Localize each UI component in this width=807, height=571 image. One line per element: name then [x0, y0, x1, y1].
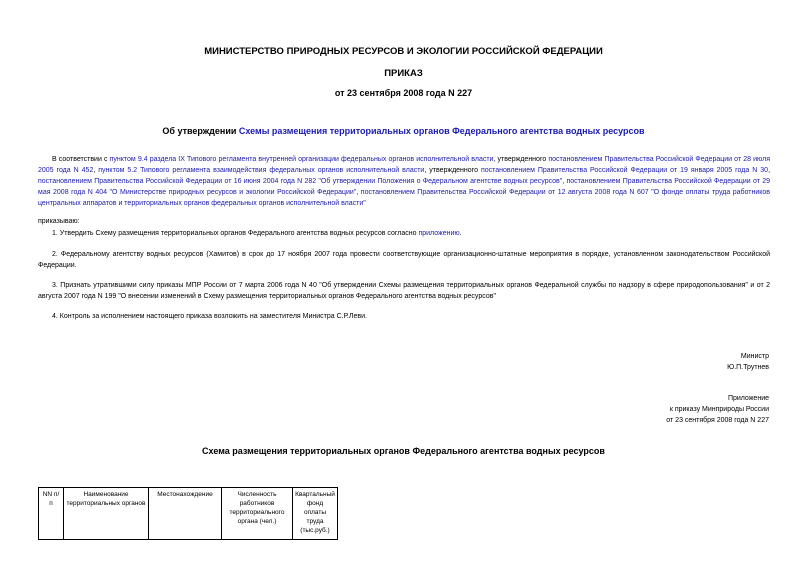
ministry-heading: МИНИСТЕРСТВО ПРИРОДНЫХ РЕСУРСОВ И ЭКОЛОГИИ РОССИЙСКОЙ ФЕДЕРАЦИИ: [204, 46, 603, 57]
order-item-2: 2. Федеральному агентству водных ресурсов (Хамитов) в срок до 17 ноября 2007 года провести соответствующие организационно-штатные мероприятия в порядке, установленном законодательством Российской Федерации.: [38, 251, 770, 269]
signature-name: Ю.П.Трутнев: [727, 364, 769, 371]
doc-date-number: от 23 сентября 2008 года N 227: [334, 88, 473, 98]
signature-block: [727, 351, 769, 373]
scheme-table: [38, 487, 338, 540]
col-header-staff: Численность работников территориального органа (чел.): [222, 488, 293, 540]
col-header-location: Местонахождение: [149, 488, 222, 540]
appendix-label: Приложение: [727, 395, 769, 402]
order-title-prefix: Об утверждении: [162, 126, 239, 136]
reglament-5-2-link[interactable]: пунктом 5.2 Типового регламента взаимодействия федеральных органов исполнительной власти: [98, 167, 425, 174]
item1-text: 1. Утвердить Схему размещения территориальных органов Федерального агентства водных ресурсов согласно: [52, 230, 419, 237]
col-header-number: NN п/п: [39, 488, 64, 540]
intro-text-4: , утвержденного: [424, 167, 481, 174]
intro-text-1: В соответствии с: [52, 156, 110, 163]
appendix-line-2: к приказу Минприроды России: [669, 406, 769, 413]
order-title: [0, 126, 807, 136]
appendix-block: [666, 393, 769, 426]
order-word: приказываю:: [38, 218, 80, 225]
signature-position: Министр: [740, 353, 769, 360]
appendix-line-3: от 23 сентября 2008 года N 227: [666, 417, 769, 424]
resolution-282-link[interactable]: постановлением Правительства Российской Федерации от 16 июня 2004 года N 282 "Об утверждении Положения о Федеральном агентстве водных ресурсов": [38, 178, 563, 185]
order-item-4: 4. Контроль за исполнением настоящего приказа возложить на заместителя Министра С.Р.Леви.: [52, 313, 367, 320]
item1-end: .: [459, 230, 462, 237]
doc-type-heading: ПРИКАЗ: [384, 68, 423, 79]
appendix-link[interactable]: приложению: [418, 230, 460, 237]
intro-text-3: ,: [93, 167, 99, 174]
reglament-link[interactable]: пунктом 9.4 раздела IX Типового регламента внутренней организации федеральных органов исполнительной власти: [109, 156, 494, 163]
resolution-404-link[interactable]: постановлением Правительства Российской Федерации от 29 мая 2008 года N 404 "О Министерстве природных ресурсов и экологии Российской Федерации": [38, 178, 770, 196]
scheme-link[interactable]: Схемы размещения территориальных органов Федерального агентства водных ресурсов: [238, 126, 645, 136]
order-item-1: [38, 228, 770, 239]
col-header-fund: Квартальный фонд оплаты труда (тыс.руб.): [293, 488, 338, 540]
resolution-607-link[interactable]: постановлением Правительства Российской Федерации от 12 августа 2008 года N 607 "О фонде оплаты труда работников центральных аппаратов и территориальных органов федеральных органов исполнительной власти": [38, 189, 771, 207]
resolution-452-link[interactable]: постановлением Правительства Российской Федерации от 28 июля 2005 года N 452: [38, 156, 771, 174]
intro-text-7: ,: [356, 189, 361, 196]
table-header-row: [39, 488, 338, 540]
intro-text-2: , утвержденного: [493, 156, 549, 163]
col-header-name: Наименование территориальных органов: [64, 488, 149, 540]
resolution-30-link[interactable]: постановлением Правительства Российской Федерации от 19 января 2005 года N 30: [480, 167, 769, 174]
intro-text-5: ,: [768, 167, 771, 174]
order-item-3: 3. Признать утратившими силу приказы МПР России от 7 марта 2006 года N 40 "Об утверждении Схемы размещения территориальных органов Федеральной службы по надзору в сфере природопользования" и от 2 августа 2007 года N 199 "О внесении изменений в Схему размещения территориальных органов Федерального агентства водных ресурсов": [38, 282, 770, 300]
scheme-title: Схема размещения территориальных органов Федерального агентства водных ресурсов: [202, 446, 605, 456]
intro-paragraph: [38, 154, 770, 209]
intro-text-6: ,: [562, 178, 567, 185]
